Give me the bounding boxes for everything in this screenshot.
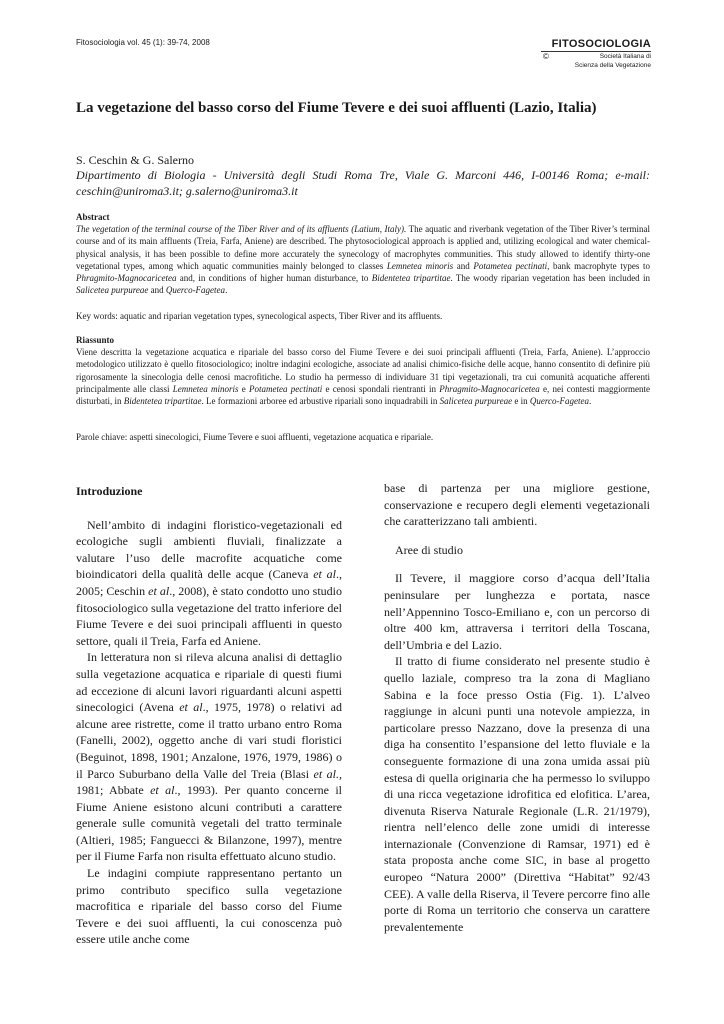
aree-paragraph-2: Il tratto di fiume considerato nel presente studio è quello laziale, compreso tra la zona di Magliano Sabina e la foce presso Ostia (Fig. 1). L’alveo raggiunge in alcuni punti una notevole ampiezza, in particolare presso Nazzano, dove la presenza di una diga ha consentito l’espansione del letto fluviale e la conseguente formazione di una zona umida assai più estesa di quella originaria che ha permesso lo sviluppo di una ricca vegetazione idrofitica ed elofitica. L’area, divenuta Riserva Naturale Regionale (L.R. 21/1979), rientra nell’elenco delle zone umidi di interesse internazionale (Convenzione di Ramsar, 1971) ed è stata proposta anche come SIC, in base al progetto europeo “Natura 2000” (Direttiva “Habitat” 92/43 CEE). A valle della Riserva, il Tevere percorre fino alle porte di Roma un territorio che conserva un carattere prevalentemente [384, 654, 650, 934]
article-authors: S. Ceschin & G. Salerno [76, 153, 194, 167]
aree-paragraph-1: Il Tevere, il maggiore corso d’acqua dell’Italia peninsulare per lunghezza e portata, nasce nell’Appennino Tosco-Emiliano e, con un percorso di oltre 400 km, attraversa i territori della Toscana, dell’Umbria e del Lazio. [384, 571, 650, 652]
aree-di-studio-heading: Aree di studio [395, 542, 463, 557]
parole-chiave: Parole chiave: aspetti sinecologici, Fiume Tevere e suoi affluenti, vegetazione acquatica e ripariale. [76, 432, 434, 442]
riassunto-body: Viene descritta la vegetazione acquatica e ripariale del basso corso del Fiume Tevere e dei suoi principali affluenti (Treia, Farfa, Aniene). L’approccio metodologico utilizzato è quello fitosociologico; inoltre indagini ecologiche, associate ad analisi chimico-fisiche delle acque, hanno consentito di definire più rigorosamente la sinecologia delle cenosi macrofitiche. Lo studio ha permesso di individuare 31 tipi vegetazionali, tra cui comunità acquatiche afferenti principalmente alle classi Lemnetea minoris e Potametea pectinati e cenosi spondali rientranti in Phragmito-Magnocaricetea e, nei contesti maggiormente disturbati, in Bidentetea tripartitae. Le formazioni arboree ed arbustive ripariali sono inquadrabili in Salicetea purpureae e in Querco-Fagetea. [76, 347, 651, 407]
journal-reference: Fitosociologia vol. 45 (1): 39-74, 2008 [76, 38, 210, 47]
logo-wordmark: FITOSOCIOLOGIA [541, 38, 651, 52]
riassunto-heading: Riassunto [76, 335, 115, 345]
logo-society-line2: Scienza della Vegetazione [574, 62, 651, 69]
introduzione-heading: Introduzione [76, 484, 143, 498]
left-column [76, 483, 342, 948]
author-affiliation: Dipartimento di Biologia - Università degli Studi Roma Tre, Viale G. Marconi 446, I-00146 Roma; e-mail: ceschin@uniroma3.it; g.salerno@uniroma3.it [76, 168, 650, 198]
copyright-icon: © [543, 52, 549, 61]
logo-society-line1: Società Italiana di [599, 53, 651, 60]
abstract-heading: Abstract [76, 212, 110, 222]
right-column [384, 480, 650, 935]
intro-paragraph-3-continued: base di partenza per una migliore gestione, conservazione e recupero degli elementi vegetazionali che caratterizzano tali ambienti. [384, 481, 650, 529]
intro-paragraph-3: Le indagini compiute rappresentano pertanto un primo contributo specifico sulla vegetazione macrofitica e ripariale del basso corso del Fiume Tevere e dei suoi affluenti, la cui conoscenza può essere utile anche come [76, 866, 342, 947]
journal-logo [541, 38, 651, 70]
article-title: La vegetazione del basso corso del Fiume Tevere e dei suoi affluenti (Lazio, Italia) [76, 100, 597, 116]
intro-paragraph-1: Nell’ambito di indagini floristico-vegetazionali ed ecologiche sugli ambienti fluviali, finalizzate a valutare l’uso delle macrofite acquatiche come bioindicatori della qualità delle acque (Caneva et al., 2005; Ceschin et al., 2008), è stato condotto uno studio fitosociologico sulla vegetazione del tratto inferiore del Fiume Tevere e dei suoi principali affluenti in questo settore, quali il Treia, Farfa ed Aniene. [76, 517, 343, 648]
abstract-body: The vegetation of the terminal course of the Tiber River and of its affluents (Latium, Italy). The aquatic and riverbank vegetation of the Tiber River’s terminal course and of its main affluents (Treia, Farfa, Aniene) are described. The phytosociological approach is applied and, utilizing ecological and water chemical-physical analysis, it has been possible to define more accurately the synecology of macrophytes communities. This study allowed to identify thirty-one vegetational types, among which aquatic communities mainly belonged to classes Lemnetea minoris and Potametea pectinati, bank macrophyte types to Phragmito-Magnocaricetea and, in conditions of higher human disturbance, to Bidentetea tripartitae. The woody riparian vegetation has been included in Salicetea purpureae and Querco-Fagetea. [76, 224, 650, 296]
keywords: Key words: aquatic and riparian vegetation types, synecological aspects, Tiber River and its affluents. [76, 311, 443, 321]
intro-paragraph-2: In letteratura non si rileva alcuna analisi di dettaglio sulla vegetazione acquatica e ripariale di questi fiumi ad eccezione di alcuni lavori riguardanti alcuni aspetti sinecologici (Avena et al., 1975, 1978) o relativi ad alcune aree ristrette, come il tratto urbano entro Roma (Fanelli, 2002), oggetto anche di vari studi floristici (Beguinot, 1898, 1901; Anzalone, 1976, 1979, 1986) o il Parco Suburbano della Valle del Treia (Blasi et al., 1981; Abbate et al., 1993). Per quanto concerne il Fiume Aniene esistono alcuni contributi a carattere generale sulle comunità vegetali del tratto terminale (Altieri, 1985; Fanguecci & Bilanzone, 1997), mentre per il Fiume Farfa non risulta effettuato alcuno studio. [76, 650, 342, 864]
